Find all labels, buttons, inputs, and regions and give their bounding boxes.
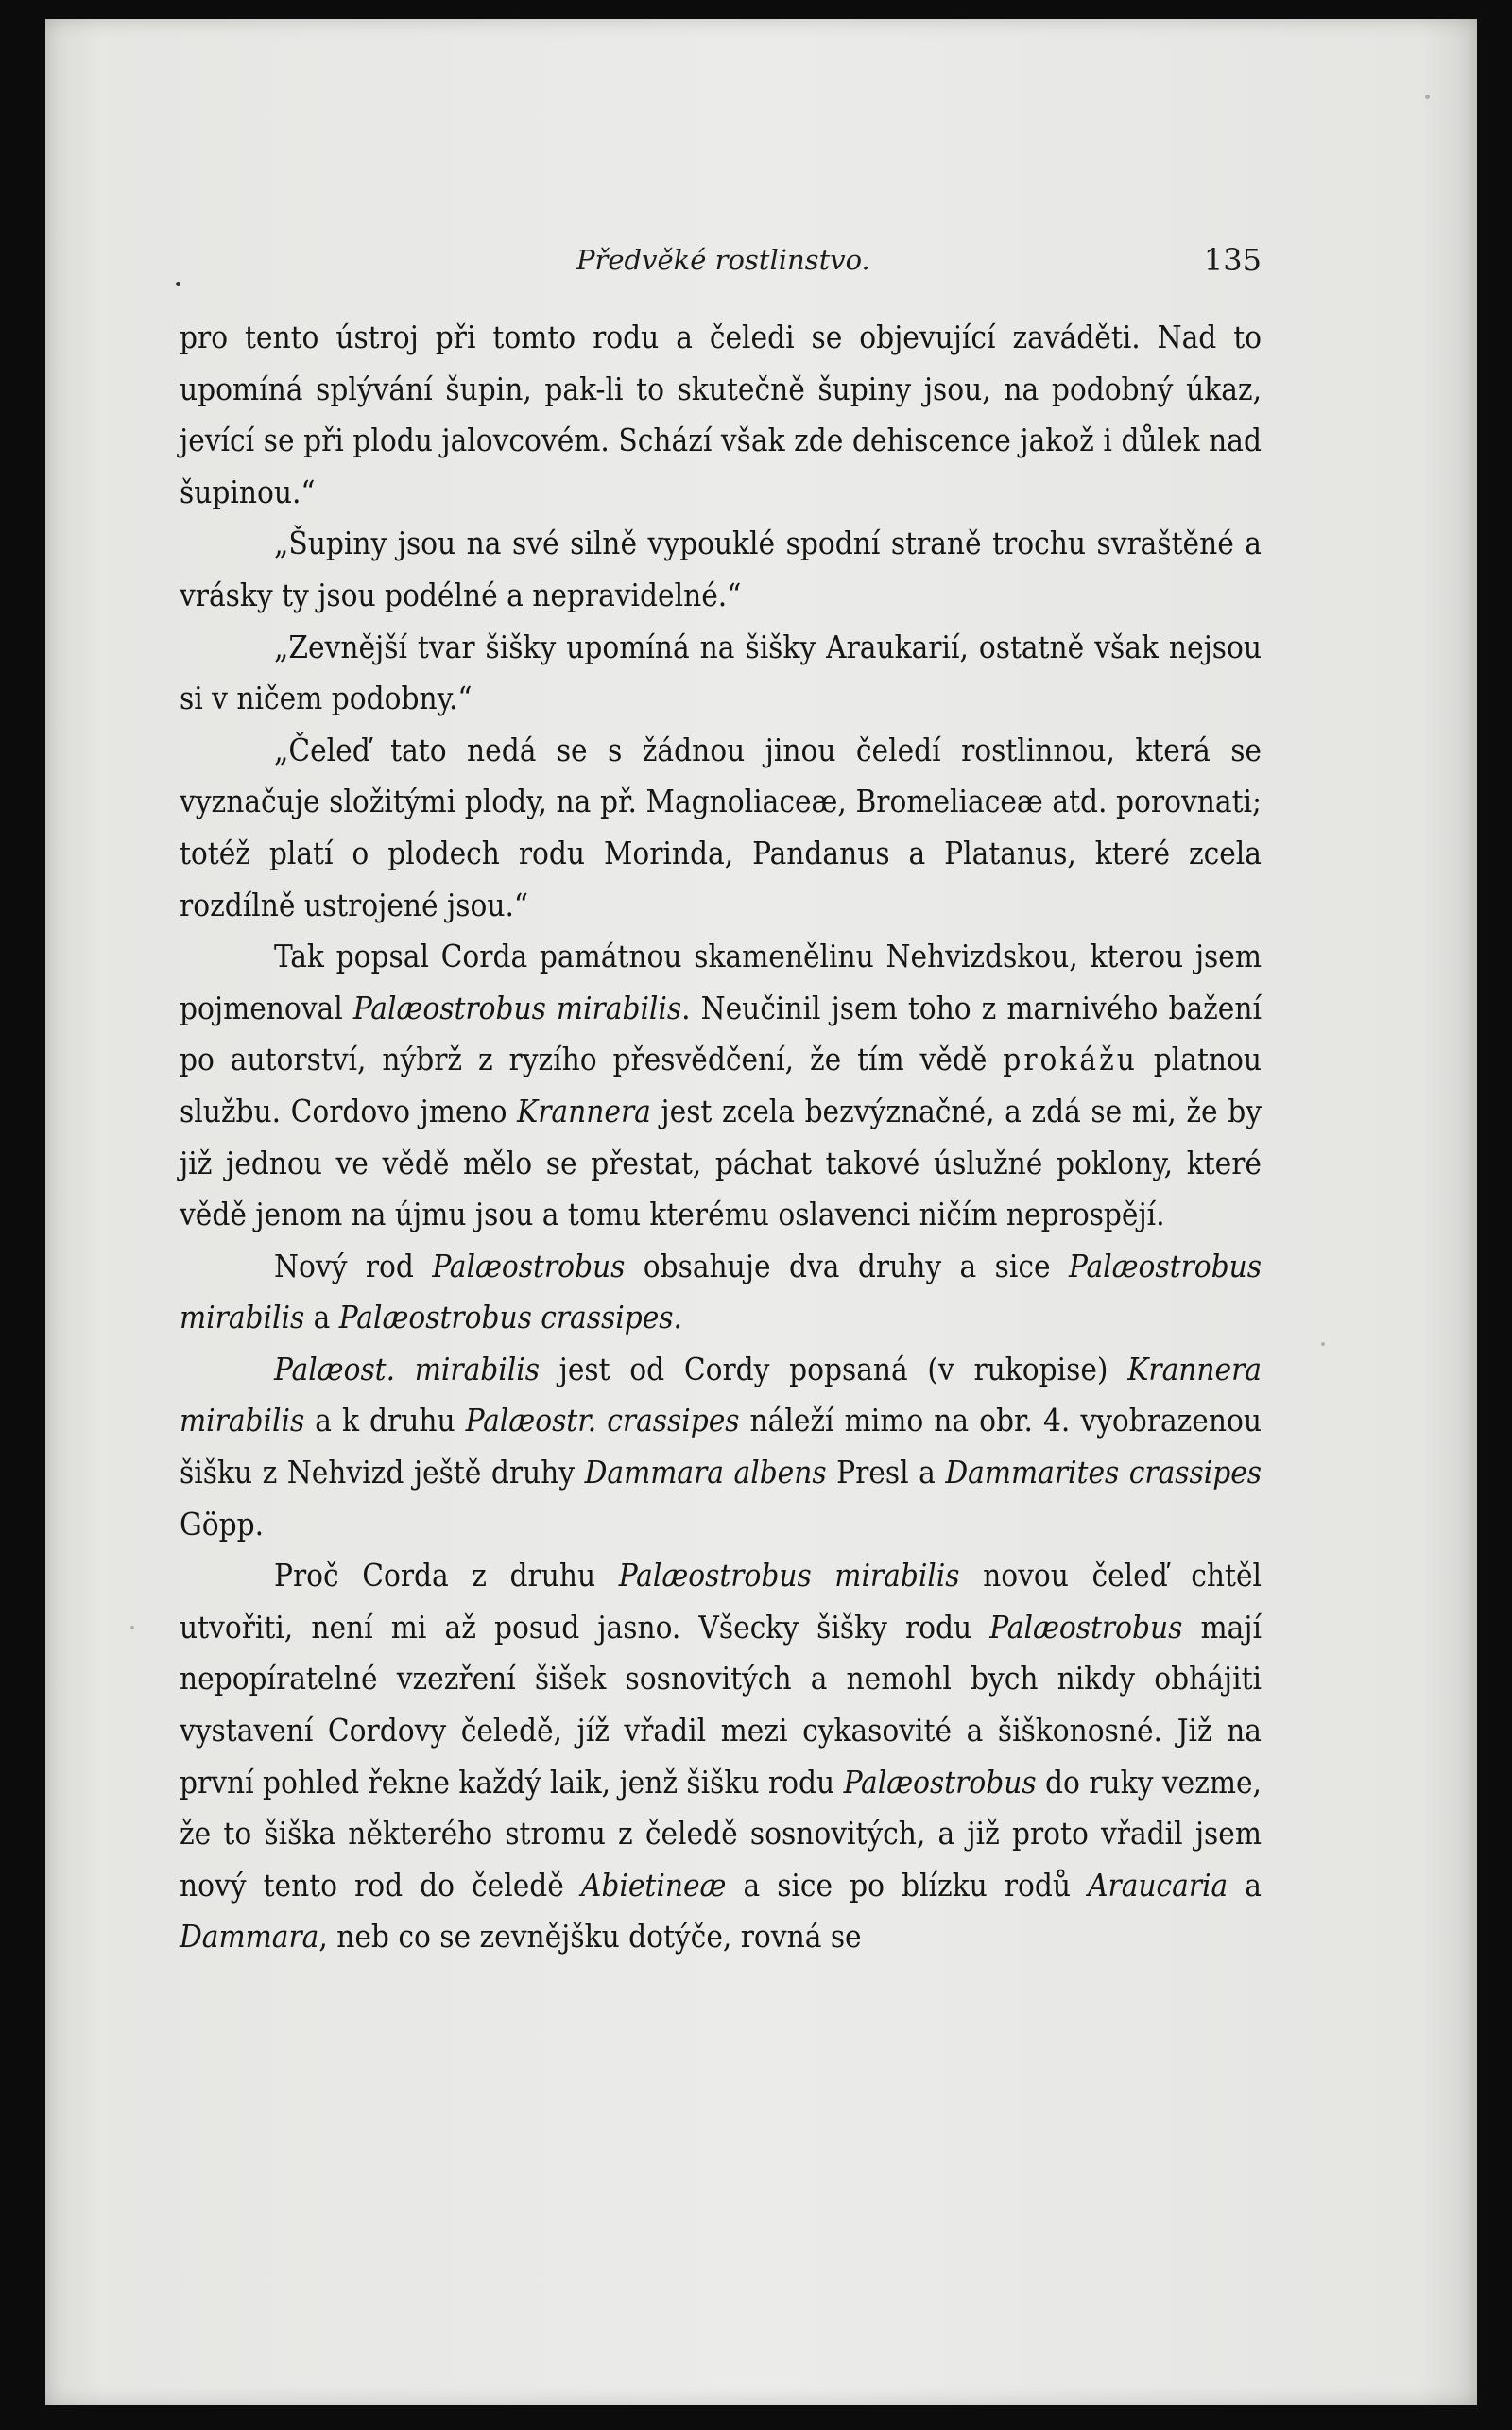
text-run: Nový rod [274,1247,433,1284]
text-run: jest zcela bezvýznačné, a zdá se mi, že by již jednou ve vědě mělo se přestat, páchat takové úslužné poklony, které vědě jenom na újmu jsou a tomu kterému oslavenci ničím neprospějí. [180,1092,1262,1233]
text-run: náleží mimo na obr. 4. vyobrazenou šišku z Nehvizd ještě druhy [180,1402,1262,1491]
italic-text: Palæostrobus [989,1608,1183,1646]
text-run: „Šupiny jsou na své silně vypouklé spodní straně trochu svraštěné a vrásky ty jsou podélné a nepravidelné.“ [180,525,1262,613]
text-run: Proč Corda z druhu [274,1557,619,1594]
paragraph [180,312,1262,518]
scan-speck [1425,95,1430,99]
text-run: a [304,1299,339,1336]
paragraph [180,1550,1262,1963]
text-run: „Čeleď tato nedá se s žádnou jinou čeledí rostlinnou, která se vyznačuje složitými plody, na př. Magnoliaceæ, Bromeliaceæ atd. porovnati; totéž platí o plodech rodu Morinda, Pandanus a Platanus, které zcela rozdílně ustrojené jsou.“ [180,731,1262,923]
text-run: , neb co se zevnějšku dotýče, rovná se [318,1918,862,1956]
text-run: Presl a [826,1454,946,1491]
text-run: platnou službu. Cordovo jmeno [180,1041,1262,1129]
italic-text: Dammarites crassipes [945,1454,1263,1491]
text-run: prokážu [1003,1041,1138,1078]
italic-text: Palæostrobus [843,1763,1037,1801]
text-run: obsahuje dva druhy a sice [625,1247,1069,1284]
running-head: Předvěké rostlinstvo. [576,244,870,276]
text-run: do ruky vezme, že to šiška některého stromu z čeledě sosnovitých, a již proto vřadil jsem nový tento rod do čeledě [180,1763,1262,1904]
scan-speck [130,1626,134,1629]
paragraph [180,518,1262,621]
text-run: . Neučinil jsem toho z marnivého bažení po autorství, nýbrž z ryzího přesvědčení, že tím vědě [180,989,1262,1078]
italic-text: Palæostrobus mirabilis [180,1247,1262,1336]
italic-text: Dammara [180,1918,319,1956]
stray-dot [176,282,180,286]
body-text [180,312,1262,1963]
text-run: a [1228,1866,1262,1904]
text-run: novou čeleď chtěl utvořiti, není mi až posud jasno. Všecky šišky rodu [180,1557,1263,1646]
italic-text: Palæostrobus mirabilis [352,989,682,1026]
text-run: a k druhu [304,1402,466,1439]
paragraph [180,1241,1262,1344]
text-run: mají nepopíratelné vzezření šišek sosnovitých a nemohl bych nikdy obhájiti vystavení Cordovy čeledě, jíž vřadil mezi cykasovité a šiškonosné. Již na první pohled řekne každý laik, jenž šišku rodu [180,1608,1262,1801]
scan-speck [1321,1342,1325,1346]
italic-text: Abietineæ [580,1866,727,1904]
paragraph [180,622,1262,725]
italic-text: Palæostr. crassipes [465,1402,740,1439]
italic-text: Krannera [517,1092,651,1129]
italic-text: Palæostrobus crassipes. [338,1299,682,1336]
page-header [180,244,1262,282]
text-run: jest od Cordy popsaná (v rukopise) [539,1350,1128,1387]
italic-text: Palæost. mirabilis [274,1350,540,1387]
italic-text: Dammara albens [584,1454,827,1491]
paragraph [180,1344,1262,1550]
text-run: a sice po blízku rodů [726,1866,1089,1904]
text-run: Göpp. [180,1505,265,1542]
italic-text: Krannera mirabilis [180,1350,1262,1439]
page-number: 135 [1203,242,1262,278]
text-run: Tak popsal Corda památnou skamenělinu Nehvizdskou, kterou jsem pojmenoval [180,938,1262,1026]
text-run: pro tento ústroj při tomto rodu a čeledi se objevující zaváděti. Nad to upomíná splývání šupin, pak-li to skutečně šupiny jsou, na podobný úkaz, jevící se při plodu jalovcovém. Schází však zde dehiscence jakož i důlek nad šupinou.“ [180,319,1262,510]
italic-text: Araucaria [1088,1866,1228,1904]
text-run: „Zevnější tvar šišky upomíná na šišky Araukarií, ostatně však nejsou si v ničem podobny.“ [180,628,1262,717]
italic-text: Palæostrobus [432,1247,626,1284]
italic-text: Palæostrobus mirabilis [618,1557,960,1594]
paragraph [180,725,1262,931]
paragraph [180,931,1262,1241]
